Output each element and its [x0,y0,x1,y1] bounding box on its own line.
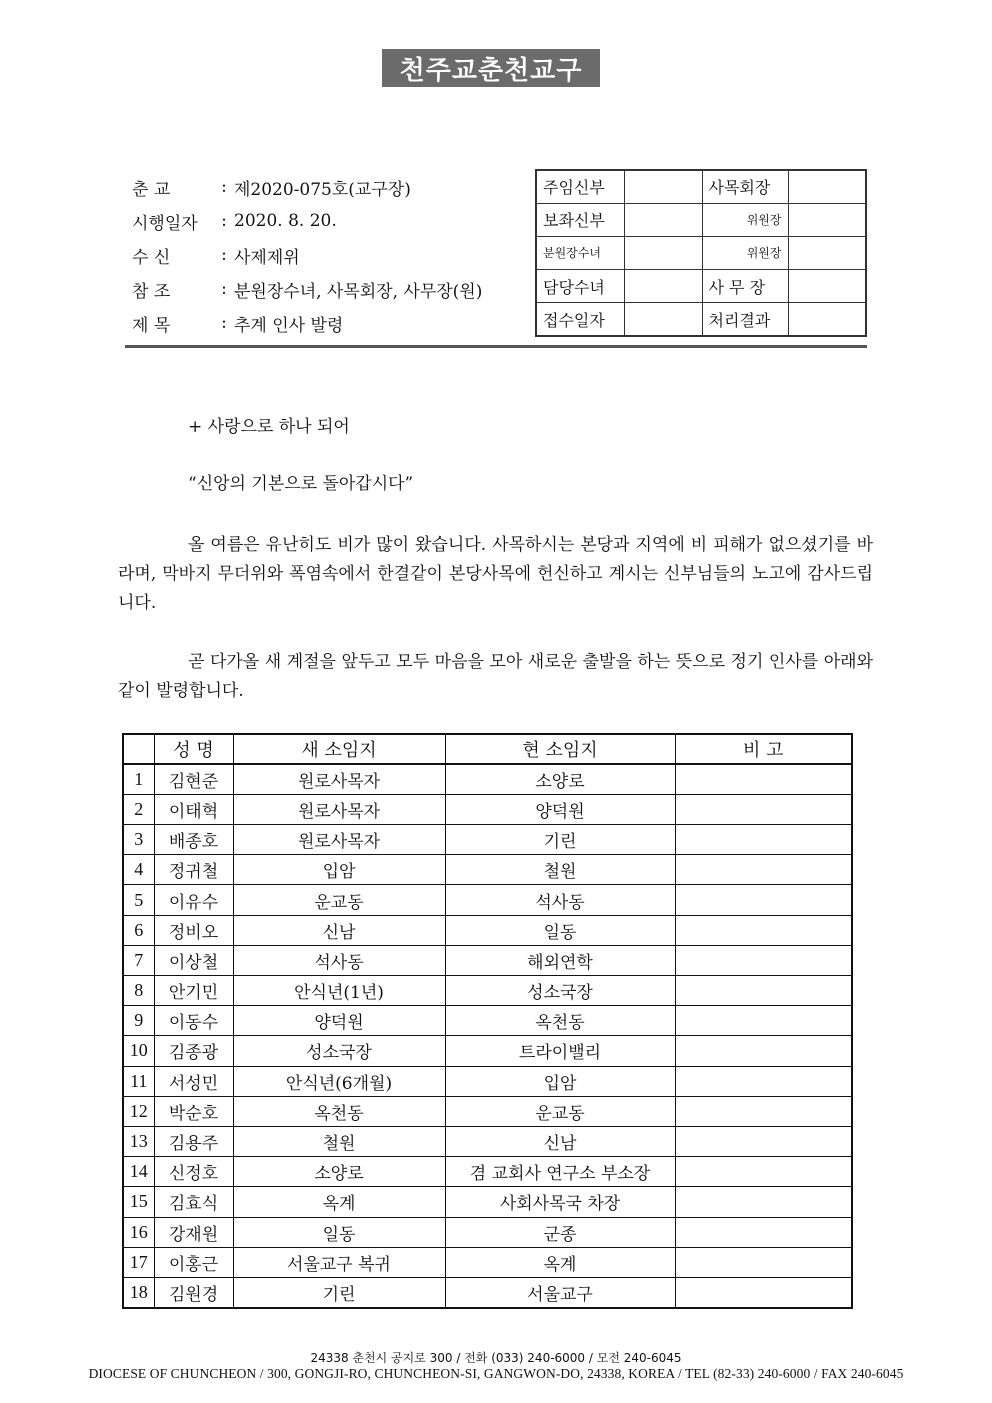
person-name: 김현준 [154,764,233,794]
table-row [123,1036,852,1066]
approval-label: 위원장 [702,203,788,236]
meta-label: 참 조 [132,281,171,302]
remarks [675,885,852,915]
current-post: 소양로 [445,764,675,794]
meta-row-date [132,204,532,238]
approval-label: 사 무 장 [702,270,788,303]
current-post: 서울교구 [445,1277,675,1307]
row-number: 8 [123,976,154,1006]
row-number: 14 [123,1157,154,1187]
approval-label: 처리결과 [702,303,788,336]
new-post: 운교동 [233,885,445,915]
motto: “신앙의 기본으로 돌아갑시다” [188,474,414,494]
current-post: 성소국장 [445,976,675,1006]
row-number: 13 [123,1126,154,1156]
row-number: 1 [123,764,154,794]
row-number: 17 [123,1247,154,1277]
approval-label: 위원장 [702,236,788,269]
person-name: 정비오 [154,915,233,945]
approval-signature-cell [788,270,866,303]
meta-row-subject [132,306,532,340]
remarks [675,794,852,824]
current-post: 기린 [445,825,675,855]
row-number: 5 [123,885,154,915]
row-number: 9 [123,1006,154,1036]
paragraph-1: 올 여름은 유난히도 비가 많이 왔습니다. 사목하시는 본당과 지역에 비 피해가 없으셨기를 바라며, 막바지 무더위와 폭염속에서 한결같이 본당사목에 헌신하고 계시는 신부님들의 노고에 감사드립니다. [118,535,873,613]
table-row [123,1247,852,1277]
approval-signature-cell [788,236,866,269]
meta-value: 사제제위 [234,247,300,268]
person-name: 서성민 [154,1066,233,1096]
approval-label: 접수일자 [536,303,624,336]
remarks [675,825,852,855]
meta-label: 시행일자 [132,213,198,234]
meta-row-doc-number [132,170,532,204]
row-number: 10 [123,1036,154,1066]
row-number: 3 [123,825,154,855]
new-post: 일동 [233,1217,445,1247]
table-row [123,1066,852,1096]
person-name: 이동수 [154,1006,233,1036]
row-number: 15 [123,1187,154,1217]
table-body [123,764,852,1307]
row-number: 18 [123,1277,154,1307]
remarks [675,1096,852,1126]
person-name: 이홍근 [154,1247,233,1277]
approval-row [536,170,866,203]
current-post: 일동 [445,915,675,945]
table-header-row [123,734,852,764]
person-name: 강재원 [154,1217,233,1247]
remarks [675,945,852,975]
new-post: 석사동 [233,945,445,975]
current-post: 석사동 [445,885,675,915]
header-divider [125,345,867,348]
remarks [675,915,852,945]
approval-label: 주임신부 [536,170,624,203]
col-header-name: 성 명 [154,734,233,764]
row-number: 6 [123,915,154,945]
col-header-number [123,734,154,764]
person-name: 안기민 [154,976,233,1006]
approval-signature-cell [624,270,702,303]
remarks [675,1247,852,1277]
new-post: 성소국장 [233,1036,445,1066]
appointment-table [122,733,853,1309]
current-post: 운교동 [445,1096,675,1126]
table-row [123,885,852,915]
person-name: 신정호 [154,1157,233,1187]
meta-colon: : [221,245,227,265]
table-row [123,1187,852,1217]
person-name: 김효식 [154,1187,233,1217]
meta-colon: : [221,279,227,299]
approval-row [536,303,866,336]
new-post: 입암 [233,855,445,885]
meta-colon: : [221,211,227,231]
approval-row [536,236,866,269]
new-post: 소양로 [233,1157,445,1187]
meta-value: 추계 인사 발령 [234,315,344,336]
meta-value: 제2020-075호(교구장) [234,179,411,200]
remarks [675,1066,852,1096]
person-name: 김종광 [154,1036,233,1066]
col-header-current-post: 현 소임지 [445,734,675,764]
table-row [123,1217,852,1247]
table-row [123,855,852,885]
current-post: 사회사목국 차장 [445,1187,675,1217]
remarks [675,1277,852,1307]
approval-signature-cell [788,170,866,203]
row-number: 2 [123,794,154,824]
new-post: 원로사목자 [233,764,445,794]
table-row [123,915,852,945]
new-post: 안식년(6개월) [233,1066,445,1096]
approval-signature-cell [624,303,702,336]
new-post: 옥천동 [233,1096,445,1126]
meta-label: 제 목 [132,315,171,336]
remarks [675,1157,852,1187]
diocese-logo: 천주교춘천교구 [382,49,600,87]
approval-row [536,203,866,236]
row-number: 4 [123,855,154,885]
row-number: 12 [123,1096,154,1126]
new-post: 기린 [233,1277,445,1307]
person-name: 박순호 [154,1096,233,1126]
table-row [123,825,852,855]
approval-label: 분원장수녀 [536,236,624,269]
new-post: 원로사목자 [233,825,445,855]
current-post: 군종 [445,1217,675,1247]
meta-colon: : [221,177,227,197]
table-row [123,1096,852,1126]
row-number: 16 [123,1217,154,1247]
person-name: 김용주 [154,1126,233,1156]
current-post: 철원 [445,855,675,885]
remarks [675,1006,852,1036]
table-row [123,945,852,975]
person-name: 배종호 [154,825,233,855]
meta-row-recipient [132,238,532,272]
table-row [123,764,852,794]
col-header-remarks: 비 고 [675,734,852,764]
new-post: 옥계 [233,1187,445,1217]
table-row [123,794,852,824]
meta-label: 수 신 [132,247,171,268]
person-name: 이상철 [154,945,233,975]
current-post: 옥계 [445,1247,675,1277]
approval-label: 사목회장 [702,170,788,203]
person-name: 김원경 [154,1277,233,1307]
new-post: 원로사목자 [233,794,445,824]
remarks [675,1217,852,1247]
meta-value: 2020. 8. 20. [234,211,337,231]
remarks [675,1036,852,1066]
approval-signature-cell [624,203,702,236]
new-post: 서울교구 복귀 [233,1247,445,1277]
person-name: 정귀철 [154,855,233,885]
greeting: + 사랑으로 하나 되어 [188,417,350,437]
person-name: 이태혁 [154,794,233,824]
table-row [123,1277,852,1307]
table-row [123,1126,852,1156]
current-post: 입암 [445,1066,675,1096]
meta-colon: : [221,313,227,333]
remarks [675,1187,852,1217]
meta-row-reference [132,272,532,306]
approval-row [536,270,866,303]
new-post: 양덕원 [233,1006,445,1036]
current-post: 트라이밸리 [445,1036,675,1066]
table-row [123,1157,852,1187]
footer-english-address: DIOCESE OF CHUNCHEON / 300, GONGJI-RO, CHUNCHEON-SI, GANGWON-DO, 24338, KOREA / TEL (82-33) 240-6000 / FAX 240-6045 [88,1366,904,1381]
approval-signature-cell [788,303,866,336]
table-row [123,976,852,1006]
approval-label: 보좌신부 [536,203,624,236]
approval-stamp-table [535,169,867,337]
approval-signature-cell [788,203,866,236]
meta-label: 춘 교 [132,179,171,200]
current-post: 해외연학 [445,945,675,975]
remarks [675,764,852,794]
approval-signature-cell [624,236,702,269]
current-post: 신남 [445,1126,675,1156]
new-post: 안식년(1년) [233,976,445,1006]
footer-korean-address: 24338 춘천시 공지로 300 / 전화 (033) 240-6000 / 모전 240-6045 [310,1351,682,1365]
meta-value: 분원장수녀, 사목회장, 사무장(원) [234,281,483,302]
current-post: 겸 교회사 연구소 부소장 [445,1157,675,1187]
remarks [675,976,852,1006]
current-post: 양덕원 [445,794,675,824]
new-post: 신남 [233,915,445,945]
approval-label: 담당수녀 [536,270,624,303]
remarks [675,855,852,885]
document-meta [132,170,532,340]
current-post: 옥천동 [445,1006,675,1036]
person-name: 이유수 [154,885,233,915]
approval-signature-cell [624,170,702,203]
remarks [675,1126,852,1156]
new-post: 철원 [233,1126,445,1156]
col-header-new-post: 새 소임지 [233,734,445,764]
paragraph-2: 곧 다가올 새 계절을 앞두고 모두 마음을 모아 새로운 출발을 하는 뜻으로 정기 인사를 아래와 같이 발령합니다. [118,652,873,701]
table-row [123,1006,852,1036]
row-number: 7 [123,945,154,975]
row-number: 11 [123,1066,154,1096]
